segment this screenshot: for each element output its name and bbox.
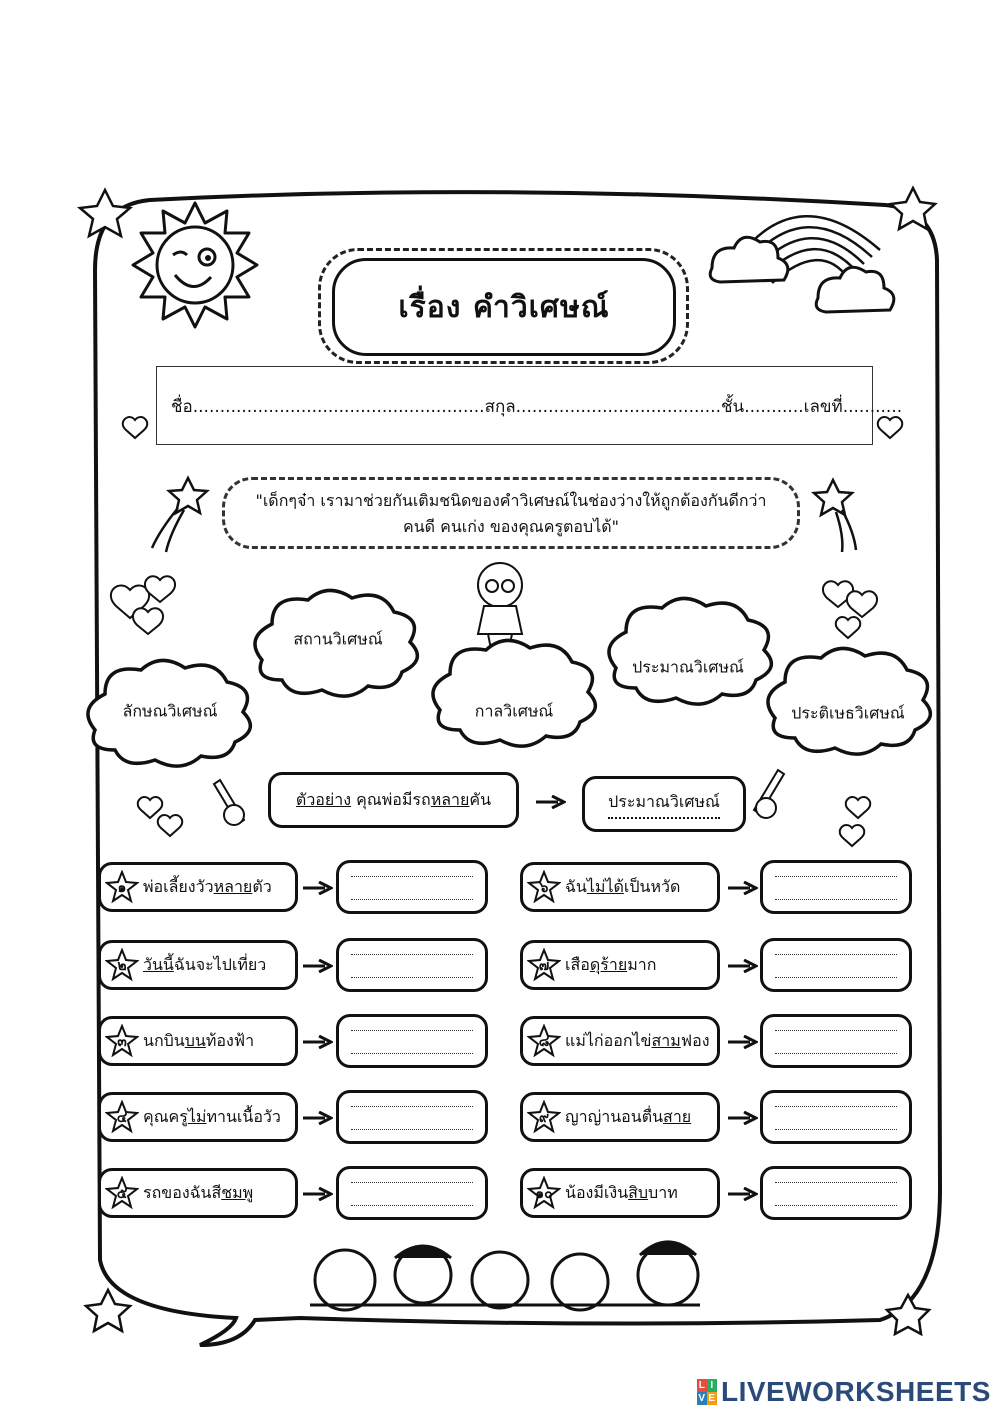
answer-input[interactable] — [775, 1106, 897, 1130]
question-number: ๔ — [116, 1110, 128, 1126]
question-number: ๖ — [539, 880, 549, 896]
question-number-badge — [527, 1024, 561, 1058]
type-label-1: ลักษณวิเศษณ์ — [122, 701, 218, 721]
question-box — [520, 940, 720, 990]
brand-logo-icon — [697, 1379, 717, 1405]
instruction-line-2: คนดี คนเก่ง ของคุณครูตอบได้" — [403, 517, 619, 536]
brand-logo-letter: L — [698, 1380, 706, 1391]
sentence-before: น้องมีเงิน — [565, 1182, 629, 1202]
sentence-after: ทานเนื้อวัว — [206, 1106, 281, 1126]
class-field[interactable]: ........... — [744, 397, 804, 417]
answer-box — [336, 1166, 488, 1220]
question-box — [98, 1092, 298, 1142]
arrow-icon — [728, 1035, 758, 1049]
sentence-underlined: ไม่ — [187, 1106, 207, 1126]
question-sentence — [143, 1105, 281, 1130]
sentence-before: เสือ — [565, 954, 590, 974]
arrow-icon — [303, 1035, 333, 1049]
question-sentence — [143, 1181, 253, 1206]
question-number-badge — [105, 1100, 139, 1134]
answer-box — [760, 1014, 912, 1068]
sentence-after: เป็นหวัด — [623, 876, 681, 896]
question-sentence — [565, 953, 656, 978]
question-sentence — [143, 875, 272, 900]
question-sentence — [565, 1029, 710, 1054]
sentence-after: ฟอง — [680, 1030, 710, 1050]
sentence-after: ตัว — [252, 876, 272, 896]
arrow-icon — [303, 1187, 333, 1201]
question-box — [98, 940, 298, 990]
question-number: ๑๐ — [535, 1186, 553, 1202]
question-box — [520, 1016, 720, 1066]
sentence-underlined: วันนี้ — [143, 954, 174, 974]
answer-box — [336, 938, 488, 992]
sentence-after: มาก — [627, 954, 657, 974]
question-number-badge — [527, 948, 561, 982]
sentence-underlined: สาม — [651, 1030, 681, 1050]
arrow-icon — [536, 795, 566, 809]
sentence-before: ฉัน — [565, 876, 587, 896]
arrow-icon — [728, 1187, 758, 1201]
question-number-badge — [105, 1024, 139, 1058]
student-info-box — [156, 366, 903, 445]
answer-input[interactable] — [351, 1106, 473, 1130]
arrow-icon — [728, 1111, 758, 1125]
example-answer: ประมาณวิเศษณ์ — [608, 790, 720, 819]
question-number: ๗ — [538, 958, 550, 974]
question-number: ๘ — [538, 1034, 550, 1050]
question-number: ๓ — [117, 1034, 127, 1050]
question-box — [520, 1092, 720, 1142]
page-title: เรื่อง คำวิเศษณ์ — [332, 258, 676, 356]
answer-box — [336, 1014, 488, 1068]
sentence-after: ฉันจะไปเที่ยว — [173, 954, 267, 974]
example-text-underlined: หลาย — [430, 789, 470, 809]
question-sentence — [565, 1105, 691, 1130]
sentence-underlined: ชมพู — [221, 1182, 254, 1202]
answer-input[interactable] — [351, 1030, 473, 1054]
answer-box — [760, 1090, 912, 1144]
question-number: ๒ — [117, 958, 127, 974]
question-number-badge — [527, 870, 561, 904]
brand-logo-letter: V — [698, 1393, 706, 1404]
answer-input[interactable] — [351, 954, 473, 978]
arrow-icon — [728, 959, 758, 973]
instruction-line-1: "เด็กๆจ๋า เรามาช่วยกันเติมชนิดของคำวิเศษณ์ในช่องว่างให้ถูกต้องกันดีกว่า — [255, 491, 767, 510]
answer-box — [760, 860, 912, 914]
answer-box — [336, 1090, 488, 1144]
example-answer-box — [582, 776, 746, 832]
type-label-5: ประติเษธวิเศษณ์ — [791, 703, 905, 723]
question-number-badge — [105, 948, 139, 982]
question-number: ๕ — [116, 1186, 128, 1202]
answer-input[interactable] — [775, 876, 897, 900]
student-info-line — [171, 393, 902, 420]
answer-input[interactable] — [775, 1030, 897, 1054]
answer-input[interactable] — [351, 876, 473, 900]
question-number: ๑ — [117, 880, 127, 896]
sentence-underlined: บน — [184, 1030, 206, 1050]
type-label-3: กาลวิเศษณ์ — [474, 701, 554, 721]
question-number-badge — [105, 1176, 139, 1210]
example-text-after: คัน — [469, 789, 492, 809]
question-sentence — [565, 875, 680, 900]
example-text-before: คุณพ่อมีรถ — [356, 789, 431, 809]
sentence-before: คุณครู — [143, 1106, 188, 1126]
arrow-icon — [728, 881, 758, 895]
question-number-badge — [527, 1176, 561, 1210]
example-sentence-box — [268, 772, 519, 828]
name-field[interactable]: ...................................................... — [192, 397, 485, 417]
question-sentence — [143, 953, 266, 978]
sentence-underlined: ไม่ได้ — [586, 876, 624, 896]
question-sentence — [565, 1181, 678, 1206]
question-number-badge — [105, 870, 139, 904]
question-number-badge — [527, 1100, 561, 1134]
answer-input[interactable] — [351, 1182, 473, 1206]
question-box — [520, 1168, 720, 1218]
sentence-before: นกบิน — [143, 1030, 185, 1050]
sentence-underlined: ดุร้าย — [589, 954, 628, 974]
brand-logo-letter: I — [707, 1379, 717, 1392]
sentence-underlined: สิบ — [628, 1182, 649, 1202]
answer-input[interactable] — [775, 1182, 897, 1206]
sentence-underlined: สาย — [663, 1106, 692, 1126]
number-label: เลขที่ — [803, 397, 843, 417]
brand-text: LIVEWORKSHEETS — [721, 1376, 991, 1407]
class-label: ชั้น — [721, 397, 745, 417]
sun-icon — [133, 203, 257, 327]
liveworksheets-logo — [697, 1376, 991, 1408]
instruction-box — [222, 477, 800, 549]
answer-box — [336, 860, 488, 914]
answer-input[interactable] — [775, 954, 897, 978]
arrow-icon — [303, 959, 333, 973]
name-label: ชื่อ — [171, 397, 193, 417]
sentence-before: รถของฉันสี — [143, 1182, 222, 1202]
answer-box — [760, 938, 912, 992]
question-box — [520, 862, 720, 912]
brand-logo-letter: E — [708, 1393, 716, 1404]
answer-box — [760, 1166, 912, 1220]
surname-label: สกุล — [484, 397, 516, 417]
sentence-before: พ่อเลี้ยงวัว — [143, 876, 214, 896]
sentence-after: ท้องฟ้า — [205, 1030, 255, 1050]
arrow-icon — [303, 881, 333, 895]
question-sentence — [143, 1029, 254, 1054]
question-number: ๙ — [538, 1110, 550, 1126]
example-label: ตัวอย่าง — [295, 789, 352, 809]
arrow-icon — [303, 1111, 333, 1125]
children-row-icon — [310, 1242, 700, 1310]
sentence-after: บาท — [648, 1182, 678, 1202]
cloud-icon — [710, 237, 894, 312]
type-label-2: สถานวิเศษณ์ — [293, 629, 383, 649]
question-box — [98, 1016, 298, 1066]
question-box — [98, 862, 298, 912]
sentence-before: แม่ไก่ออกไข่ — [565, 1030, 652, 1050]
sentence-underlined: หลาย — [213, 876, 253, 896]
number-field[interactable]: ........... — [842, 397, 903, 417]
question-box — [98, 1168, 298, 1218]
type-label-4: ประมาณวิเศษณ์ — [632, 657, 744, 677]
surname-field[interactable]: ...................................... — [515, 397, 722, 417]
sentence-before: ญาญ่านอนตื่น — [565, 1106, 664, 1126]
